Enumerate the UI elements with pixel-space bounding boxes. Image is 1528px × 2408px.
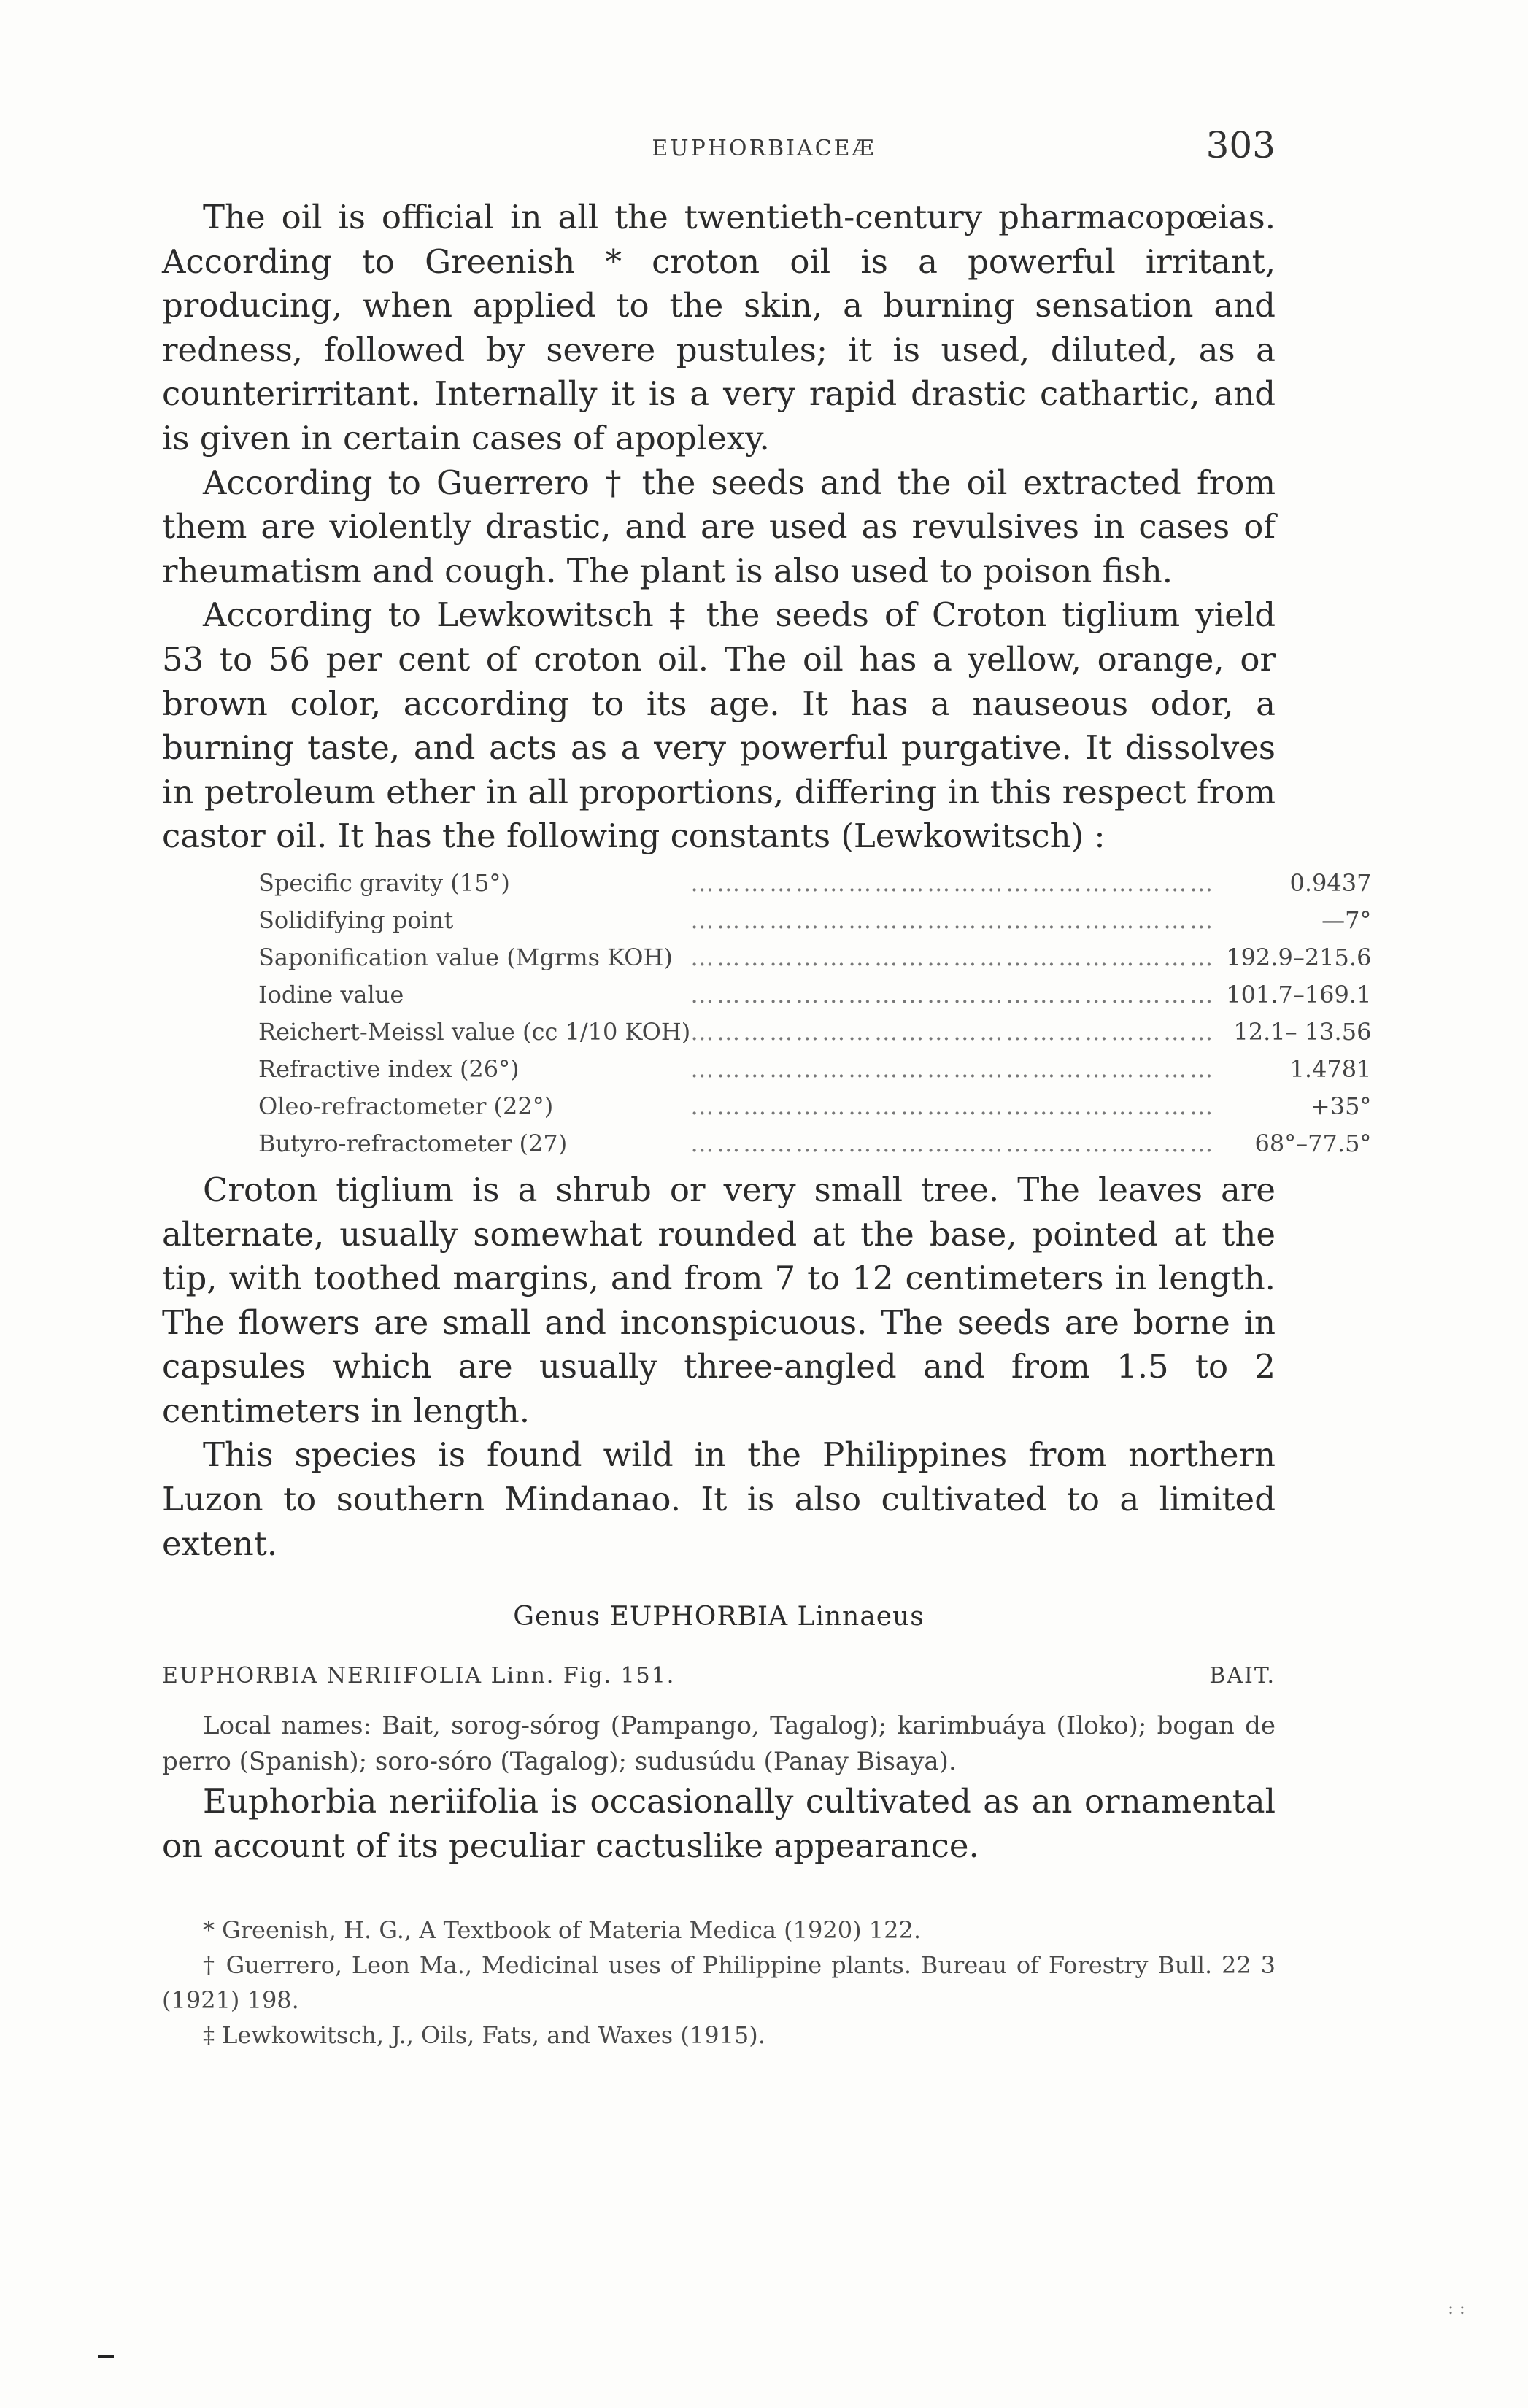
- constant-value: 101.7–169.1: [1226, 980, 1372, 1008]
- footnote: ‡ Lewkowitsch, J., Oils, Fats, and Waxes (1915).: [203, 2021, 765, 2049]
- constant-value: 0.9437: [1289, 868, 1372, 897]
- constant-row: Butyro-refractometer (27) …………………………………………………… 68°–77.5°: [258, 1125, 1371, 1162]
- footnotes: [162, 1913, 1276, 2053]
- constant-label: Oleo-refractometer (22°): [258, 1092, 554, 1120]
- constant-value: 192.9–215.6: [1226, 943, 1372, 971]
- constant-label: Saponification value (Mgrms KOH): [258, 943, 673, 971]
- paragraph-lewkowitsch: According to Lewkowitsch ‡ the seeds of Croton tiglium yield 53 to 56 per cent of croton oil. The oil has a yellow, orange, or brown color, according to its age. It has a nauseous odor, a burning taste, and acts as a very powerful purgative. It dissolves in petroleum ether in all proportions, differing in this respect from castor oil. It has the following constants (Lewkowitsch) :: [162, 595, 1276, 856]
- constant-label: Specific gravity (15°): [258, 868, 510, 897]
- body-text: [162, 196, 1372, 2053]
- constant-label: Iodine value: [258, 980, 404, 1008]
- constant-row: Oleo-refractometer (22°) …………………………………………………… +35°: [258, 1088, 1371, 1125]
- constant-value: 12.1– 13.56: [1233, 1017, 1372, 1046]
- constant-value: —7°: [1321, 906, 1372, 934]
- constant-row: Solidifying point …………………………………………………… —7°: [258, 902, 1371, 939]
- genus-heading: Genus EUPHORBIA Linnaeus: [513, 1602, 925, 1632]
- constant-row: Specific gravity (15°) …………………………………………………… 0.9437: [258, 865, 1371, 902]
- paragraph-distribution: This species is found wild in the Philippines from northern Luzon to southern Mindanao. It is also cultivated to a limited extent.: [162, 1435, 1276, 1563]
- constant-row: Reichert-Meissl value (cc 1/10 KOH) …………………………………………………… 12.1– 13.56: [258, 1014, 1371, 1051]
- species-line: [162, 1654, 1276, 1699]
- constant-value: 1.4781: [1289, 1054, 1372, 1083]
- footnote: † Guerrero, Leon Ma., Medicinal uses of Philippine plants. Bureau of Forestry Bull. 22 3 (1921) 198.: [162, 1950, 1276, 2014]
- species-common-name: BAIT.: [1209, 1662, 1276, 1689]
- margin-marks: : :: [1448, 2298, 1465, 2318]
- species-name: EUPHORBIA NERIIFOLIA Linn. Fig. 151.: [162, 1662, 676, 1689]
- paragraph-euphorbia-description: Euphorbia neriifolia is occasionally cultivated as an ornamental on account of its peculiar cactuslike appearance.: [162, 1782, 1276, 1866]
- constant-label: Butyro-refractometer (27): [258, 1129, 568, 1157]
- constant-label: Solidifying point: [258, 906, 454, 934]
- page-number: 303: [1205, 124, 1276, 166]
- constant-label: Refractive index (26°): [258, 1054, 520, 1083]
- constant-row: Saponification value (Mgrms KOH) …………………………………………………… 192.9–215.6: [258, 939, 1371, 976]
- constant-label: Reichert-Meissl value (cc 1/10 KOH): [258, 1017, 691, 1046]
- paragraph-official-use: The oil is official in all the twentieth-century pharmacopœias. According to Greenish * croton oil is a powerful irritant, producing, when applied to the skin, a burning sensation and redness, followed by severe pustules; it is used, diluted, as a counterirritant. Internally it is a very rapid drastic cathartic, and is given in certain cases of apoplexy.: [162, 198, 1276, 458]
- footnote: * Greenish, H. G., A Textbook of Materia Medica (1920) 122.: [203, 1915, 921, 1944]
- running-head: EUPHORBIACEÆ: [652, 136, 876, 161]
- margin-dash: [98, 2355, 114, 2358]
- constant-row: Iodine value …………………………………………………… 101.7–169.1: [258, 976, 1371, 1014]
- constant-row: Refractive index (26°) …………………………………………………… 1.4781: [258, 1051, 1371, 1088]
- constants-table: [258, 865, 1371, 1162]
- constant-value: +35°: [1310, 1092, 1372, 1120]
- paragraph-guerrero: According to Guerrero † the seeds and the oil extracted from them are violently drastic, and are used as revulsives in cases of rheumatism and cough. The plant is also used to poison fish.: [162, 463, 1276, 590]
- constant-value: 68°–77.5°: [1254, 1129, 1372, 1157]
- local-names: Local names: Bait, sorog-sórog (Pampango, Tagalog); karimbuáya (Iloko); bogan de perro (Spanish); soro-sóro (Tagalog); sudusúdu (Panay Bisaya).: [162, 1711, 1276, 1777]
- paragraph-croton-description: Croton tiglium is a shrub or very small tree. The leaves are alternate, usually somewhat rounded at the base, pointed at the tip, with toothed margins, and from 7 to 12 centimeters in length. The flowers are small and inconspicuous. The seeds are borne in capsules which are usually three-angled and from 1.5 to 2 centimeters in length.: [162, 1170, 1276, 1430]
